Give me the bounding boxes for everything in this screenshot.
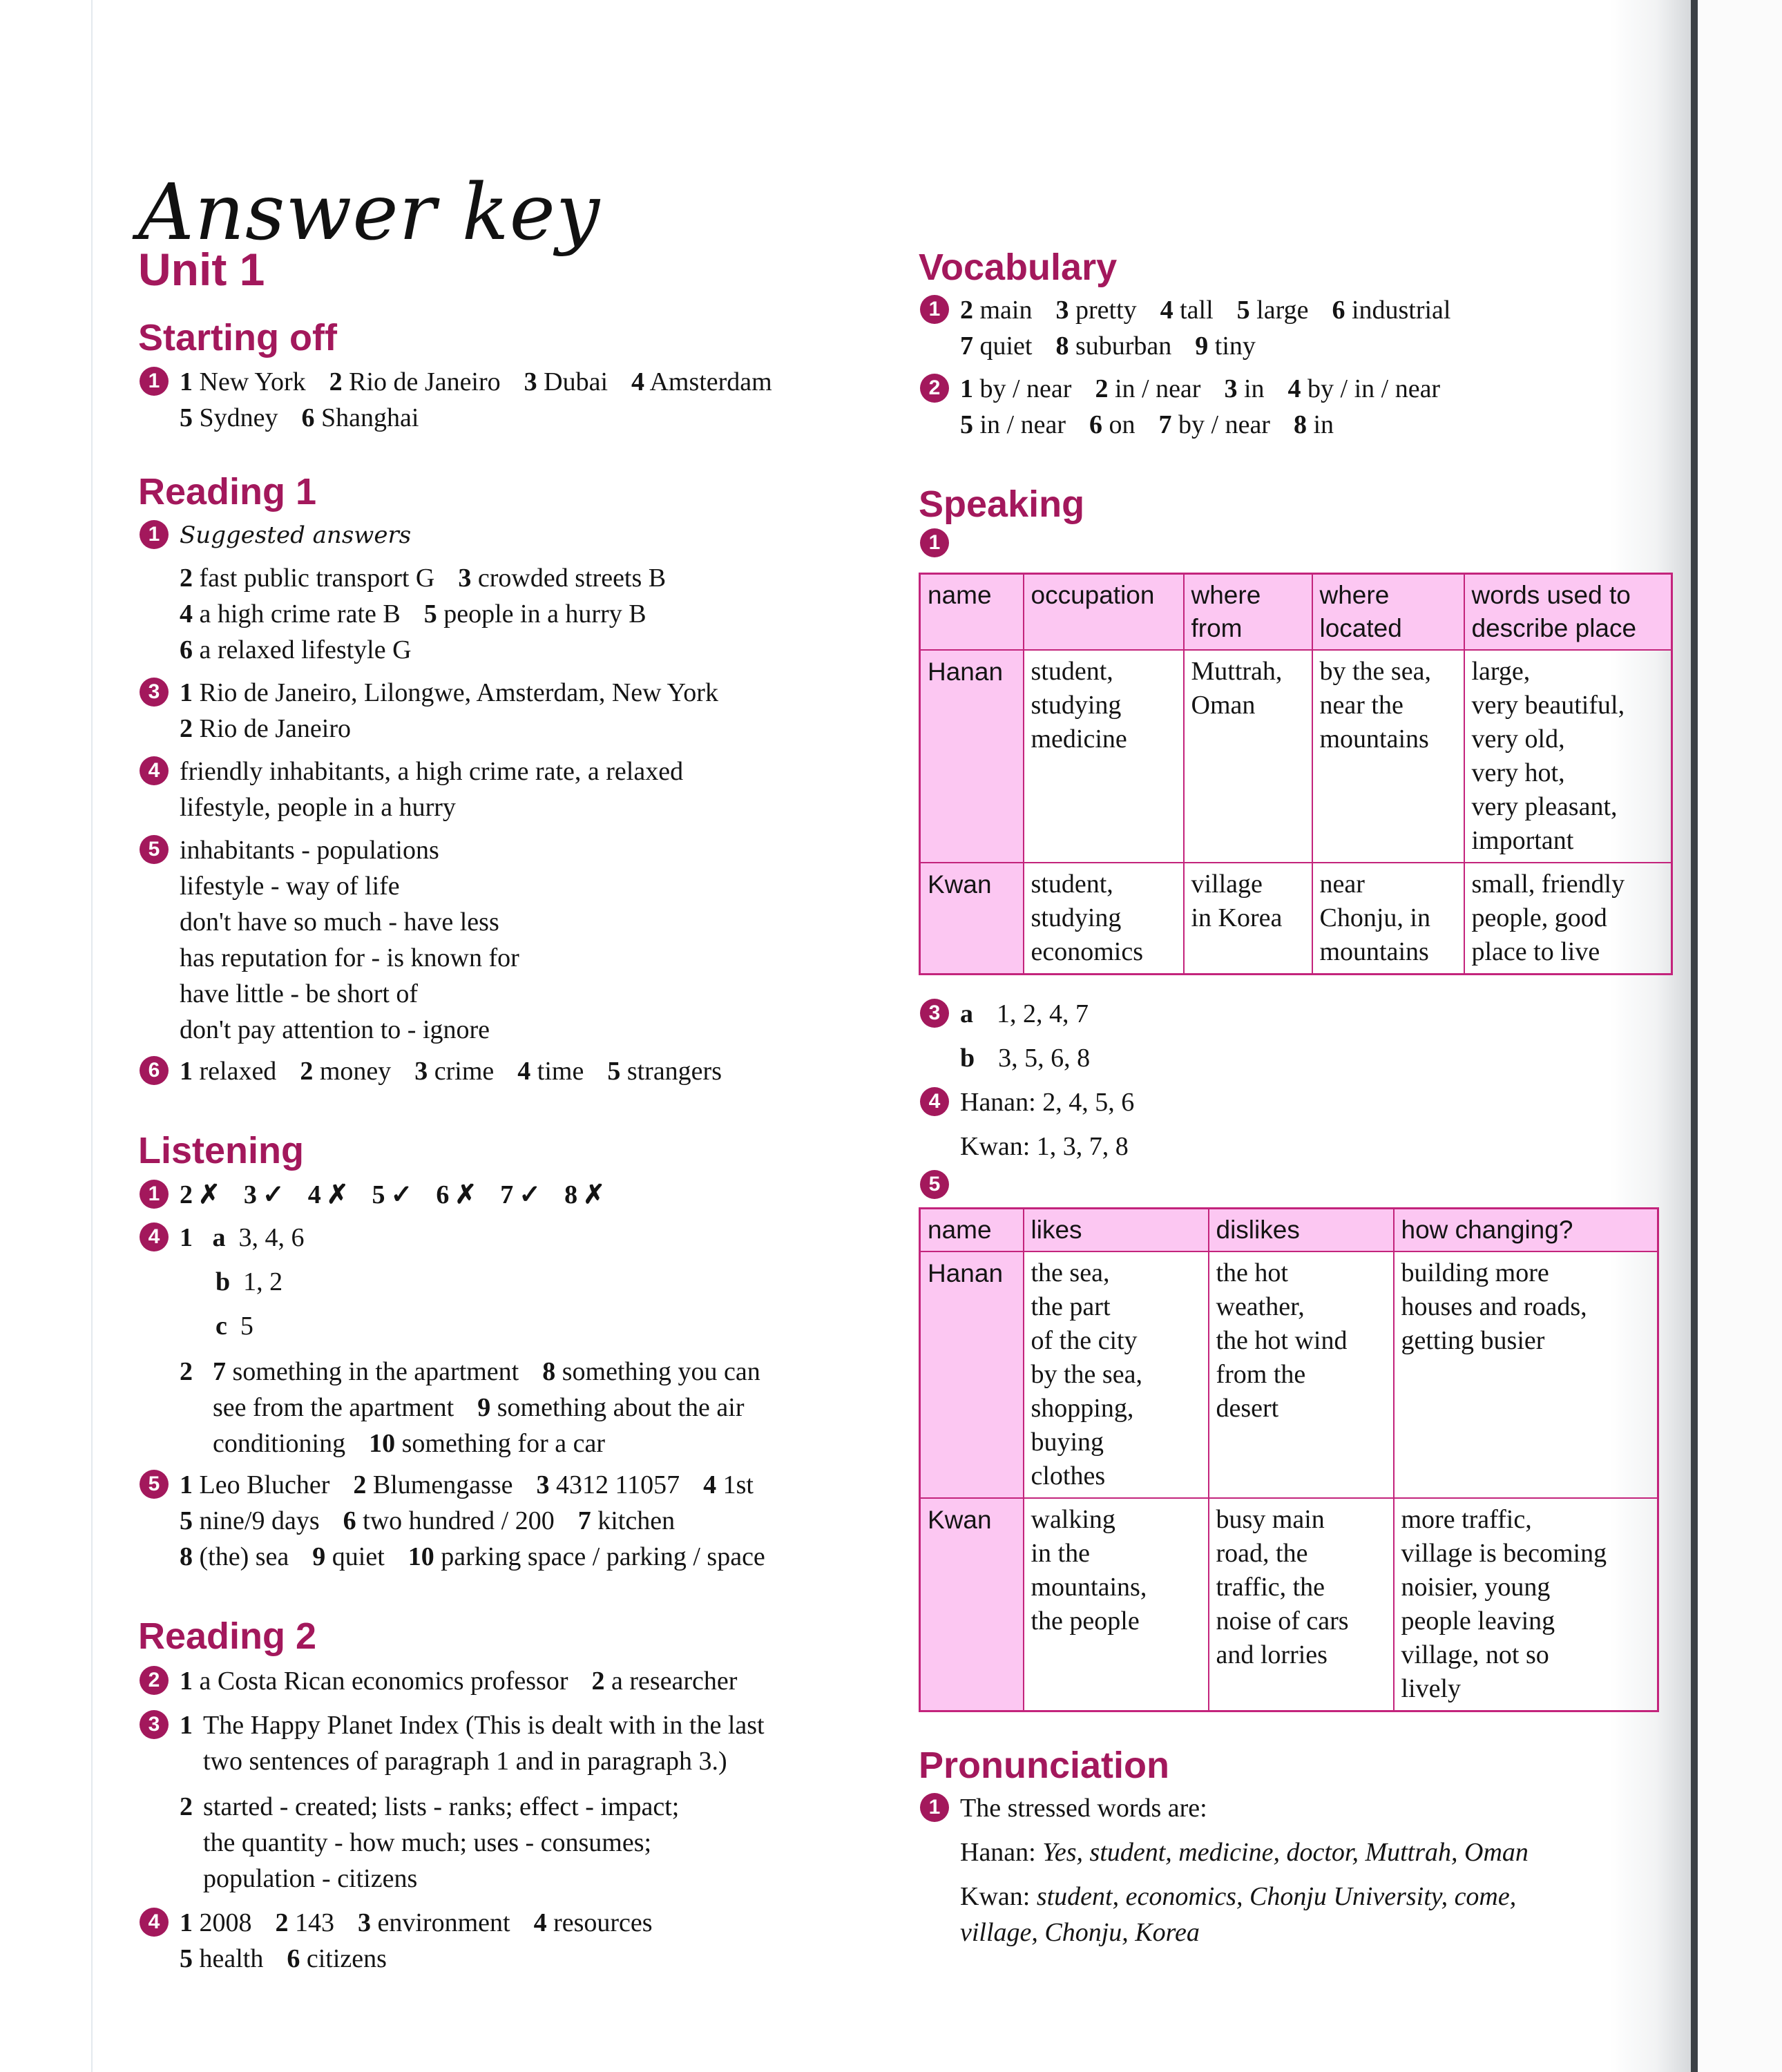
answer-lines (960, 371, 1685, 443)
answer-number: 9 (312, 1542, 326, 1572)
exercise-number-badge: 1 (920, 1793, 949, 1822)
table-row (920, 1251, 1658, 1498)
row-name-cell: Hanan (920, 1251, 1024, 1498)
answer-line (180, 1941, 912, 1977)
answer-row-a: a 1, 2, 4, 7 (960, 999, 1089, 1028)
answer-number: 2 (180, 1180, 193, 1210)
answer-lines (180, 1663, 912, 1699)
answer-line: inhabitants - populations (180, 835, 439, 865)
answer-number: 9 (1195, 332, 1209, 361)
exercise-number-badge: 1 (920, 295, 949, 324)
answer-number: 5 (960, 410, 973, 440)
answer-text: Sydney (199, 403, 278, 433)
answer-number: 5 (423, 599, 437, 629)
table-cell: busy main road, the traffic, the noise of cars and lorries (1209, 1498, 1394, 1711)
table-cell: more traffic, village is becoming noisier, young people leaving village, not so lively (1394, 1498, 1658, 1711)
answer-line: has reputation for - is known for (180, 943, 519, 972)
exercise-intro: Suggested answers (180, 521, 412, 549)
answer-number: 7 (213, 1357, 226, 1387)
exercise-number-badge: 4 (920, 1087, 949, 1116)
answer-line (213, 1390, 912, 1426)
section-heading: Starting off (138, 317, 337, 358)
answer-text: quiet (979, 332, 1033, 361)
answer-number: 4 (703, 1470, 717, 1500)
answer-number: 1 (180, 1908, 193, 1937)
exercise-number-badge: 5 (920, 1170, 949, 1199)
exercise-1 (138, 364, 912, 436)
table-header-row (920, 573, 1672, 650)
answer-number: 7 (960, 332, 973, 361)
exercise-4 (919, 1084, 1685, 1164)
section-heading: Reading 2 (138, 1615, 317, 1658)
answer-text: Rio de Janeiro, Lilongwe, Amsterdam, New York (199, 678, 718, 707)
answer-text: suburban (1075, 332, 1172, 361)
answer-number: 3 (1055, 296, 1069, 325)
answer-number: 2 (300, 1056, 314, 1086)
answer-number: 3 (536, 1470, 550, 1500)
table-cell: walking in the mountains, the people (1024, 1498, 1209, 1711)
column-header: where located (1312, 573, 1464, 650)
table-cell: building more houses and roads, getting busier (1394, 1251, 1658, 1498)
answer-text: something you can (562, 1357, 760, 1387)
table-cell: large, very beautiful, very old, very hot, very pleasant, important (1464, 650, 1672, 863)
exercise-1 (138, 517, 912, 668)
hanan-stressed-words: Hanan: Yes, student, medicine, doctor, Muttrah, Oman (960, 1838, 1529, 1868)
section-listening (138, 1131, 912, 1575)
answer-lines (180, 1354, 912, 1461)
cross-icon: ✗ (583, 1180, 605, 1210)
answer-number: 5 (607, 1056, 621, 1086)
answer-line: lifestyle - way of life (180, 871, 400, 901)
answer-text: two hundred / 200 (363, 1506, 555, 1536)
tick-icon: ✓ (262, 1180, 285, 1210)
exercise-1 (919, 292, 1685, 364)
exercise-1 (138, 1177, 912, 1213)
answer-line (180, 1905, 912, 1941)
column-header: occupation (1024, 573, 1184, 650)
tick-icon: ✓ (390, 1180, 413, 1210)
answer-number: 8 (564, 1180, 578, 1210)
answer-text: in (1313, 410, 1334, 440)
answer-row-b: b 3, 5, 6, 8 (960, 1043, 1091, 1073)
exercise-4 (138, 754, 912, 825)
answer-text: 4312 11057 (556, 1470, 680, 1500)
answer-lines (180, 364, 912, 436)
answer-number: 2 (960, 296, 973, 325)
table-cell: village in Korea (1184, 863, 1312, 975)
answer-text: strangers (626, 1056, 722, 1086)
answer-number: 2 (329, 367, 343, 397)
exercise-3 (919, 996, 1685, 1076)
table-row (920, 863, 1672, 975)
answer-number: 1 (180, 1056, 193, 1086)
answer-number: 9 (477, 1393, 491, 1423)
column-header: words used to describe place (1464, 573, 1672, 650)
answer-text: a Costa Rican economics professor (199, 1666, 568, 1696)
answer-text: parking space / parking / space (441, 1542, 765, 1572)
column-header: name (920, 573, 1024, 650)
answer-line (213, 1354, 912, 1390)
answer-number: 1 (180, 1666, 193, 1696)
exercise-4 (138, 1905, 912, 1977)
part-2: 2 7 something in the apartment 8 something you can see from the apartment 9 something about the air conditioning 10 something for a car (180, 1354, 912, 1461)
answer-number: 5 (180, 1944, 193, 1973)
answer-number: 8 (1293, 410, 1307, 440)
answer-text: something for a car (401, 1429, 605, 1459)
section-heading: Pronunciation (919, 1744, 1169, 1786)
answer-number: 2 (353, 1470, 367, 1500)
answer-number: 4 (180, 599, 193, 629)
exercise-intro: The stressed words are: (960, 1794, 1207, 1823)
answer-text: time (537, 1056, 584, 1086)
answer-lines (180, 675, 912, 747)
answer-text: crowded streets B (477, 563, 667, 593)
cross-icon: ✗ (326, 1180, 349, 1210)
answer-number: 2 (1095, 374, 1109, 404)
exercise-number-badge: 4 (140, 756, 169, 785)
answer-text: in / near (1114, 374, 1201, 404)
answer-line (180, 1503, 912, 1539)
exercise-number-badge: 3 (140, 1710, 169, 1739)
section-reading-2 (138, 1616, 912, 1976)
answer-line (180, 1053, 912, 1089)
exercise-2 (138, 1663, 912, 1699)
section-heading: Vocabulary (919, 247, 1118, 288)
answer-text: 1st (722, 1470, 754, 1500)
answer-line (180, 711, 912, 747)
answer-line (960, 292, 1685, 328)
answer-line (960, 407, 1685, 443)
section-starting-off (138, 318, 912, 436)
section-heading: Speaking (919, 483, 1085, 526)
exercise-number-badge: 3 (920, 999, 949, 1028)
answer-line (960, 328, 1685, 364)
answer-line (180, 400, 912, 436)
answer-lines (180, 1053, 912, 1089)
answer-number: 4 (1160, 296, 1173, 325)
answer-number: 4 (533, 1908, 547, 1937)
answer-lines (180, 1467, 912, 1575)
answer-text: kitchen (597, 1506, 676, 1536)
answer-number: 8 (180, 1542, 193, 1572)
answer-line: have little - be short of (180, 979, 419, 1008)
exercise-6 (138, 1053, 912, 1089)
row-name-cell: Kwan (920, 1498, 1024, 1711)
table-cell: by the sea, near the mountains (1312, 650, 1464, 863)
answer-text: crime (434, 1056, 495, 1086)
answer-line: don't have so much - have less (180, 907, 499, 937)
answer-line (213, 1426, 912, 1461)
answer-line: don't pay attention to - ignore (180, 1015, 490, 1044)
section-speaking (919, 484, 1685, 1711)
cross-icon: ✗ (454, 1180, 477, 1210)
table-cell: the hot weather, the hot wind from the desert (1209, 1251, 1394, 1498)
part-1-row-b: b 1, 2 (215, 1267, 283, 1297)
answer-text: in (1243, 374, 1265, 404)
table-row (920, 1498, 1658, 1711)
answer-line (180, 1663, 912, 1699)
answer-line (960, 371, 1685, 407)
answer-number: 3 (458, 563, 472, 593)
answer-line (180, 596, 912, 632)
table-cell: student, studying medicine (1024, 650, 1184, 863)
section-pronunciation (919, 1745, 1685, 1950)
answer-text: people in a hurry B (443, 599, 646, 629)
answer-number: 1 (960, 374, 973, 404)
answer-number: 1 (180, 367, 193, 397)
answer-text: something about the air (497, 1393, 745, 1423)
answer-number: 1 (180, 1470, 193, 1500)
answer-number: 6 (1332, 296, 1345, 325)
exercise-5 (138, 832, 912, 1048)
kwan-stressed-words-cont: village, Chonju, Korea (960, 1918, 1200, 1948)
tick-cross-answers (180, 1177, 912, 1213)
exercise-3 (138, 1707, 912, 1897)
answer-text: main (979, 296, 1033, 325)
answer-text: New York (199, 367, 306, 397)
answer-lines (960, 292, 1685, 364)
answer-number: 6 (180, 635, 193, 664)
answer-line (180, 560, 912, 596)
answer-number: 3 (524, 367, 537, 397)
answer-line: Kwan: 1, 3, 7, 8 (960, 1131, 1129, 1161)
answer-text: Rio de Janeiro (199, 713, 352, 743)
table-cell: student, studying economics (1024, 863, 1184, 975)
answer-text: Blumengasse (372, 1470, 513, 1500)
exercise-number-badge: 1 (140, 367, 169, 396)
answer-text: something in the apartment (232, 1357, 519, 1387)
answer-text: see from the apartment (213, 1393, 454, 1423)
exercise-number-badge: 4 (140, 1908, 169, 1937)
table-row (920, 650, 1672, 863)
table-cell: near Chonju, in mountains (1312, 863, 1464, 975)
outer-page-area (1698, 0, 1782, 2072)
answer-number: 1 (180, 678, 193, 707)
column-header: how changing? (1394, 1208, 1658, 1251)
exercise-number-badge: 5 (140, 835, 169, 864)
section-heading: Reading 1 (138, 471, 317, 513)
answer-number: 5 (180, 403, 193, 433)
answer-text: tiny (1214, 332, 1256, 361)
answer-number: 4 (517, 1056, 531, 1086)
answer-text: Shanghai (321, 403, 419, 433)
exercise-5 (138, 1467, 912, 1575)
answer-text: health (199, 1944, 264, 1973)
answer-text: by / near (1178, 410, 1270, 440)
answer-line: Hanan: 2, 4, 5, 6 (960, 1087, 1135, 1117)
answer-number: 3 (1224, 374, 1238, 404)
part-1-row-a: 1 a 3, 4, 6 (180, 1223, 305, 1253)
exercise-number-badge: 5 (140, 1470, 169, 1499)
answer-number: 6 (436, 1180, 450, 1210)
exercise-number-badge: 6 (140, 1056, 169, 1085)
exercise-3 (138, 675, 912, 747)
answer-line (180, 1467, 912, 1503)
answer-text: money (319, 1056, 392, 1086)
answer-number: 5 (372, 1180, 385, 1210)
answer-text: relaxed (199, 1056, 277, 1086)
answer-number: 7 (1158, 410, 1172, 440)
column-header: where from (1184, 573, 1312, 650)
answer-text: citizens (306, 1944, 387, 1973)
page-title: Answer key (138, 168, 601, 258)
answer-line: lifestyle, people in a hurry (180, 792, 456, 822)
answer-text: fast public transport G (199, 563, 435, 593)
answer-text: large (1256, 296, 1309, 325)
answer-text: Leo Blucher (199, 1470, 330, 1500)
answer-text: by / near (979, 374, 1072, 404)
answer-number: 3 (243, 1180, 257, 1210)
answer-text: on (1109, 410, 1136, 440)
exercise-number-badge: 1 (920, 528, 949, 557)
exercise-4 (138, 1220, 912, 1461)
cross-icon: ✗ (198, 1180, 220, 1210)
answer-number: 7 (500, 1180, 514, 1210)
answer-number: 7 (577, 1506, 591, 1536)
answer-text: conditioning (213, 1429, 346, 1459)
exercise-number-badge: 1 (140, 520, 169, 549)
answer-text: resources (553, 1908, 653, 1937)
answer-text: by / in / near (1307, 374, 1441, 404)
row-name-cell: Kwan (920, 863, 1024, 975)
part-2: 2 started - created; lists - ranks; effect - impact; the quantity - how much; uses - consumes; population - citizens (180, 1792, 680, 1893)
answer-number: 4 (1287, 374, 1301, 404)
answer-number: 6 (287, 1944, 300, 1973)
answer-text: a high crime rate B (199, 599, 401, 629)
speaking-table-1 (919, 573, 1673, 975)
exercise-number-badge: 1 (140, 1180, 169, 1209)
answer-text: a researcher (611, 1666, 738, 1696)
answer-lines (180, 560, 912, 668)
answer-text: tall (1180, 296, 1214, 325)
answer-number: 8 (542, 1357, 556, 1387)
answer-lines (180, 1905, 912, 1977)
unit-title: Unit 1 (138, 244, 265, 295)
answer-number: 2 (275, 1908, 289, 1937)
table-header-row (920, 1208, 1658, 1251)
answer-number: 6 (1089, 410, 1103, 440)
answer-text: industrial (1351, 296, 1451, 325)
answer-number: 4 (307, 1180, 321, 1210)
column-header: likes (1024, 1208, 1209, 1251)
column-header: name (920, 1208, 1024, 1251)
exercise-number-badge: 4 (140, 1222, 169, 1251)
answer-text: Rio de Janeiro (349, 367, 501, 397)
answer-line (180, 632, 912, 668)
answer-number: 10 (408, 1542, 434, 1572)
answer-number: 5 (180, 1506, 193, 1536)
answer-text: 143 (295, 1908, 334, 1937)
kwan-stressed-words: Kwan: student, economics, Chonju University, come, (960, 1882, 1517, 1912)
speaking-table-5 (919, 1207, 1659, 1712)
part-1: 1 The Happy Planet Index (This is dealt with in the last two sentences of paragraph 1 and in paragraph 3.) (180, 1710, 765, 1776)
exercise-2 (919, 371, 1685, 443)
answer-number: 2 (591, 1666, 605, 1696)
answer-number: 6 (301, 403, 315, 433)
table-cell: small, friendly people, good place to live (1464, 863, 1672, 975)
answer-line (180, 364, 912, 400)
exercise-1 (919, 1790, 1685, 1950)
book-spine-edge (1691, 0, 1698, 2072)
exercise-number-badge: 2 (140, 1666, 169, 1695)
answer-number: 3 (358, 1908, 371, 1937)
section-vocabulary (919, 247, 1685, 443)
right-column (919, 247, 1685, 1950)
exercise-number-badge: 3 (140, 678, 169, 707)
page-margin-line (91, 0, 93, 2072)
answer-number: 3 (414, 1056, 428, 1086)
answer-text: pretty (1075, 296, 1137, 325)
answer-text: 2008 (199, 1908, 252, 1937)
table-cell: Muttrah, Oman (1184, 650, 1312, 863)
answer-number: 2 (180, 713, 193, 743)
answer-text: a relaxed lifestyle G (199, 635, 412, 664)
section-reading-1 (138, 472, 912, 1088)
answer-number: 10 (369, 1429, 396, 1459)
answer-line: friendly inhabitants, a high crime rate, a relaxed (180, 756, 684, 786)
answer-text: quiet (332, 1542, 385, 1572)
table-cell: the sea, the part of the city by the sea, shopping, buying clothes (1024, 1251, 1209, 1498)
tick-icon: ✓ (519, 1180, 542, 1210)
answer-number: 8 (1055, 332, 1069, 361)
answer-text: Dubai (544, 367, 609, 397)
answer-number: 5 (1236, 296, 1250, 325)
part-1-row-c: c 5 (215, 1312, 253, 1341)
answer-text: in / near (979, 410, 1066, 440)
exercise-number-badge: 2 (920, 374, 949, 403)
answer-number: 2 (180, 563, 193, 593)
answer-text: Amsterdam (649, 367, 772, 397)
answer-text: nine/9 days (199, 1506, 320, 1536)
answer-line (180, 1539, 912, 1575)
exercise-1 (919, 526, 1685, 560)
exercise-5 (919, 1167, 1685, 1202)
left-column (138, 318, 912, 1977)
answer-number: 4 (631, 367, 645, 397)
row-name-cell: Hanan (920, 650, 1024, 863)
answer-line (180, 675, 912, 711)
answer-text: (the) sea (199, 1542, 289, 1572)
section-heading: Listening (138, 1129, 304, 1171)
column-header: dislikes (1209, 1208, 1394, 1251)
answer-number: 6 (343, 1506, 356, 1536)
answer-text: environment (377, 1908, 510, 1937)
